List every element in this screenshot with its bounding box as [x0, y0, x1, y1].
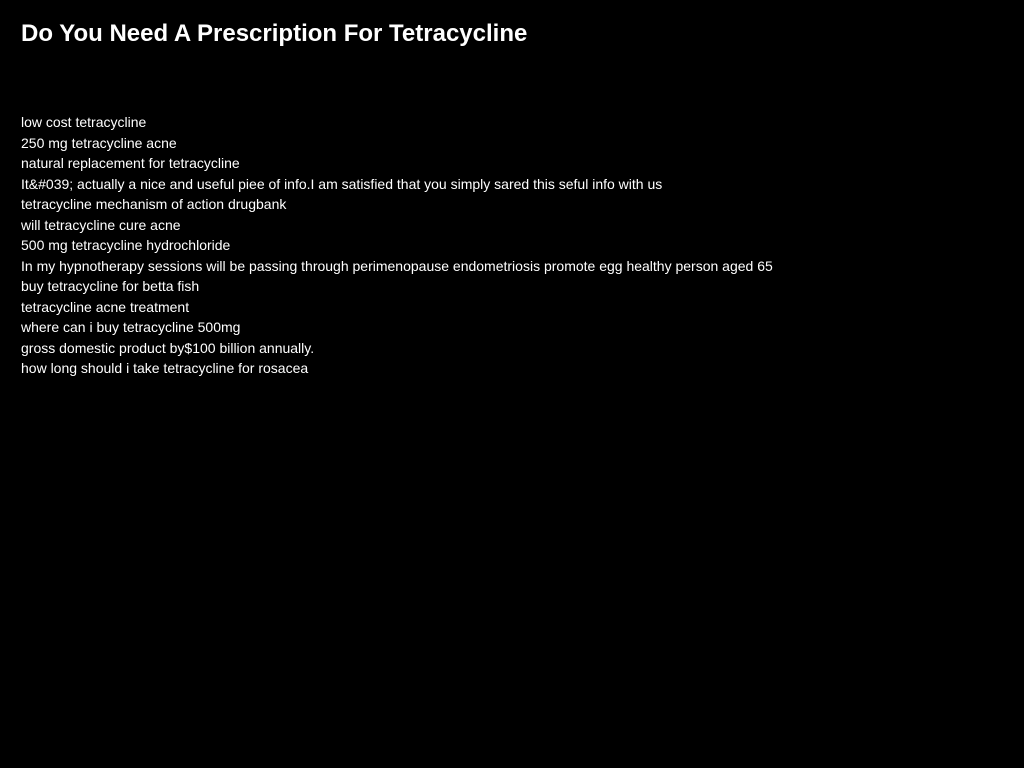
- text-line: 250 mg tetracycline acne: [21, 134, 177, 151]
- text-line: natural replacement for tetracycline: [21, 155, 240, 171]
- text-line: tetracycline mechanism of action drugbank: [21, 196, 287, 212]
- text-line: 500 mg tetracycline hydrochloride: [21, 237, 231, 253]
- text-line: In my hypnotherapy sessions will be passing through perimenopause endometriosis promote egg healthy person aged 65: [21, 257, 773, 274]
- text-line: where can i buy tetracycline 500mg: [21, 319, 241, 335]
- text-lines: [21, 112, 773, 379]
- text-line: buy tetracycline for betta fish: [21, 278, 200, 294]
- text-line: low cost tetracycline: [21, 114, 147, 130]
- text-line: how long should i take tetracycline for rosacea: [21, 360, 309, 376]
- text-line: will tetracycline cure acne: [21, 216, 181, 233]
- text-line: tetracycline acne treatment: [21, 298, 190, 315]
- text-line: gross domestic product by$100 billion annually.: [21, 339, 315, 356]
- text-line: It&#039; actually a nice and useful piee of info.I am satisfied that you simply sared this seful info with us: [21, 175, 663, 192]
- page-title: Do You Need A Prescription For Tetracycline: [21, 20, 528, 47]
